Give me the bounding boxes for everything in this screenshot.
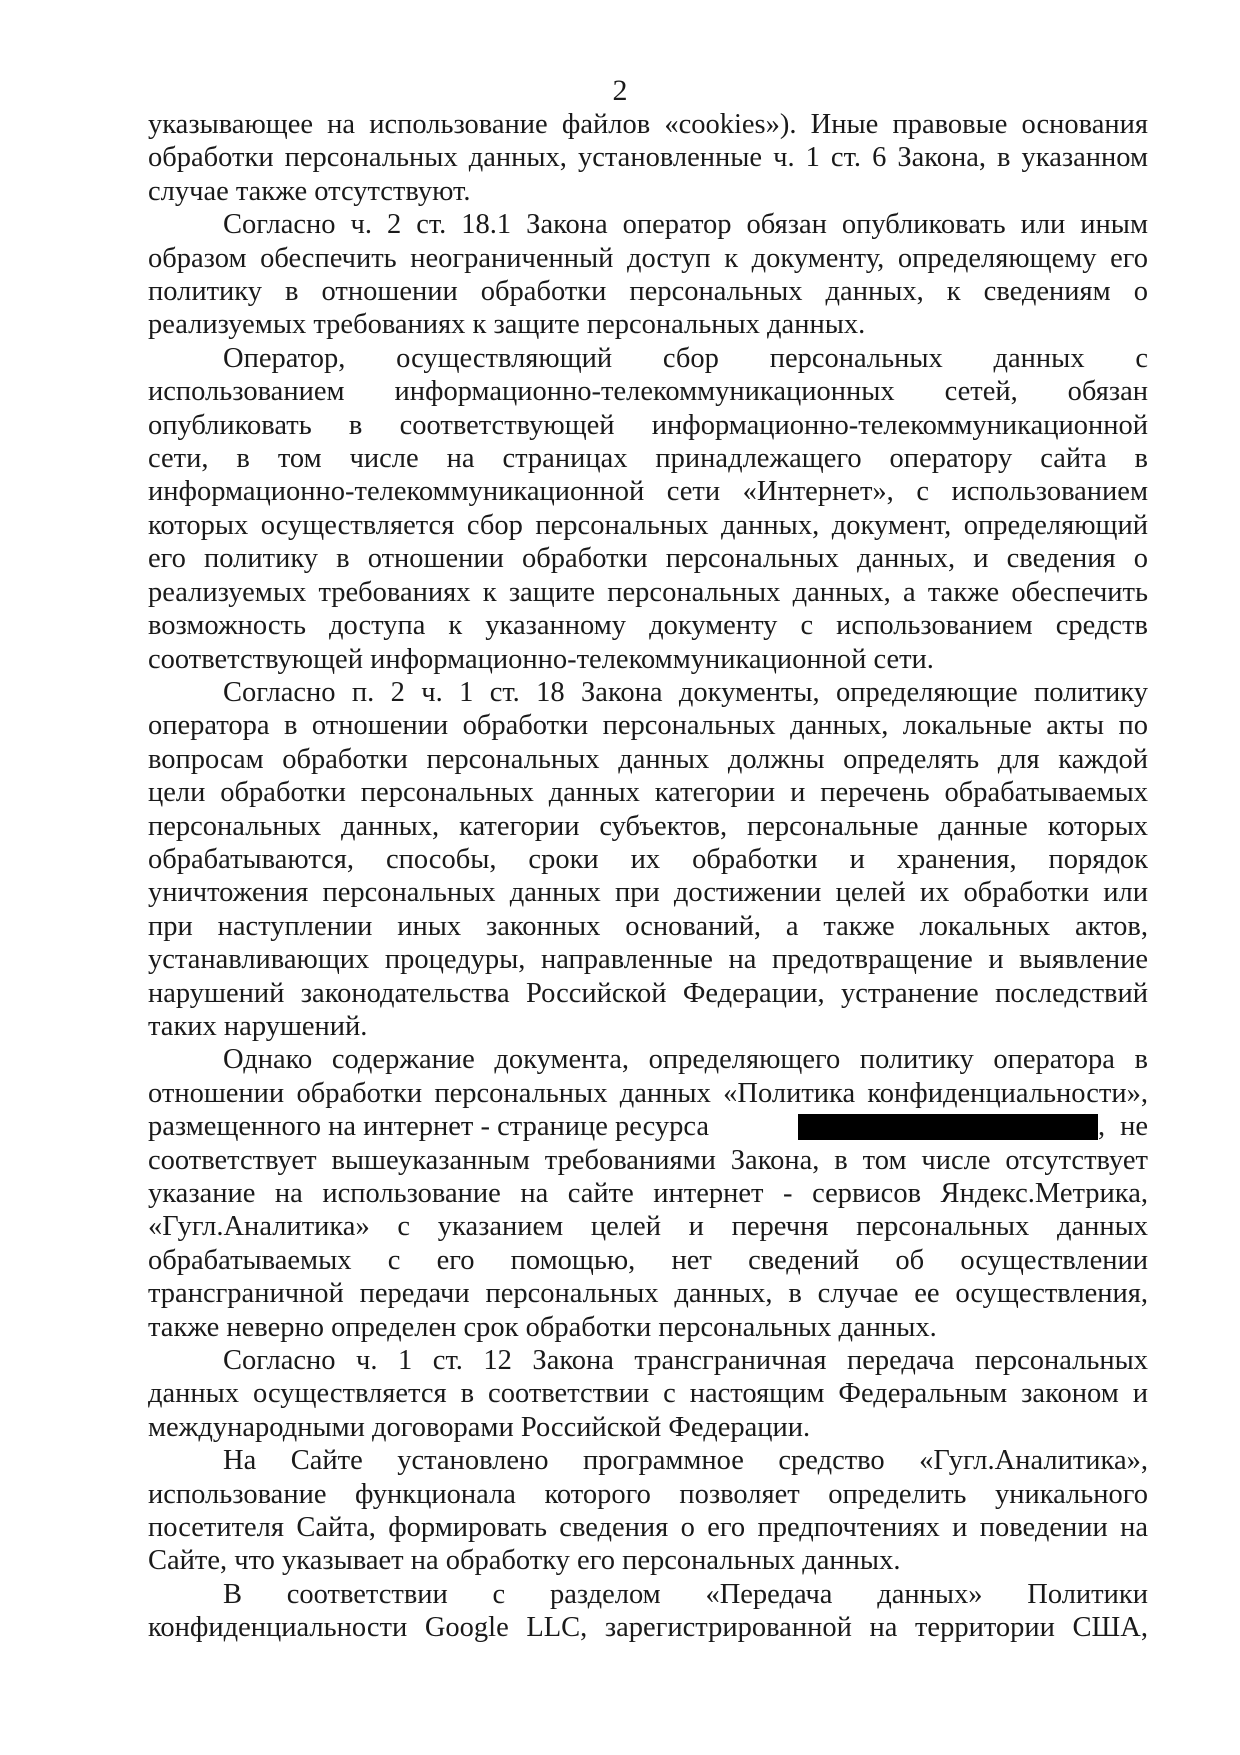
text-line: данных осуществляется в соответствии с настоящим Федеральным законом и — [148, 1378, 1148, 1410]
text-line-redacted — [148, 1110, 1148, 1143]
redacted-line-start: размещенного на интернет - странице ресурса — [148, 1111, 710, 1143]
paragraph — [148, 1578, 1148, 1645]
paragraph — [148, 342, 1148, 676]
redacted-line-end: , не — [1098, 1111, 1148, 1143]
text-line: обрабатываемых с его помощью, нет сведений об осуществлении — [148, 1244, 1148, 1276]
text-line: обрабатываются, способы, сроки их обработки и хранения, порядок — [148, 843, 1148, 875]
text-line: посетителя Сайта, формировать сведения о его предпочтениях и поведении на — [148, 1512, 1148, 1544]
text-line: отношении обработки персональных данных «Политика конфиденциальности», — [148, 1077, 1148, 1109]
text-line: его политику в отношении обработки персональных данных, и сведения о — [148, 543, 1148, 575]
text-line: реализуемых требованиях к защите персональных данных, а также обеспечить — [148, 576, 1148, 608]
text-line: Согласно ч. 1 ст. 12 Закона трансграничная передача персональных — [223, 1345, 1148, 1377]
text-line: при наступлении иных законных оснований, а также локальных актов, — [148, 910, 1148, 942]
text-line: опубликовать в соответствующей информационно-телекоммуникационной — [148, 409, 1148, 441]
text-line: оператора в отношении обработки персональных данных, локальные акты по — [148, 710, 1148, 742]
paragraph — [148, 1344, 1148, 1444]
text-line: конфиденциальности Google LLC, зарегистрированной на территории США, — [148, 1612, 1148, 1644]
text-line: устанавливающих процедуры, направленные на предотвращение и выявление — [148, 944, 1148, 976]
text-line: таких нарушений. — [148, 1010, 368, 1042]
text-line: политику в отношении обработки персональных данных, к сведениям о — [148, 276, 1148, 308]
paragraph — [148, 1043, 1148, 1344]
text-line: использование функционала которого позволяет определить уникального — [148, 1478, 1148, 1510]
text-line: На Сайте установлено программное средство «Гугл.Аналитика», — [223, 1445, 1148, 1477]
text-line: международными договорами Российской Федерации. — [148, 1411, 811, 1443]
text-line: уничтожения персональных данных при достижении целей их обработки или — [148, 877, 1148, 909]
text-line: указание на использование на сайте интернет - сервисов Яндекс.Метрика, — [148, 1178, 1148, 1209]
text-line: реализуемых требованиях к защите персональных данных. — [148, 309, 866, 341]
text-line: образом обеспечить неограниченный доступ к документу, определяющему его — [148, 242, 1148, 274]
text-line: соответствует вышеуказанным требованиями Закона, в том числе отсутствует — [148, 1144, 1148, 1176]
redaction-bar — [798, 1114, 1098, 1140]
text-line: Однако содержание документа, определяющего политику оператора в — [223, 1044, 1148, 1076]
text-line: информационно-телекоммуникационной сети «Интернет», с использованием — [148, 476, 1148, 508]
text-line: «Гугл.Аналитика» с указанием целей и перечня персональных данных — [148, 1211, 1148, 1243]
text-line: Сайте, что указывает на обработку его персональных данных. — [148, 1545, 901, 1577]
text-line: возможность доступа к указанному документу с использованием средств — [148, 610, 1148, 642]
text-line: случае также отсутствуют. — [148, 175, 471, 207]
text-line: цели обработки персональных данных категории и перечень обрабатываемых — [148, 777, 1148, 809]
paragraph — [148, 676, 1148, 1043]
text-line: соответствующей информационно-телекоммуникационной сети. — [148, 643, 934, 675]
paragraph — [148, 1444, 1148, 1578]
page-number: 2 — [612, 74, 628, 107]
text-line: нарушений законодательства Российской Федерации, устранение последствий — [148, 977, 1148, 1009]
text-line: трансграничной передачи персональных данных, в случае ее осуществления, — [148, 1278, 1148, 1310]
text-line: персональных данных, категории субъектов, персональные данные которых — [148, 810, 1148, 842]
text-line: которых осуществляется сбор персональных данных, документ, определяющий — [148, 509, 1148, 541]
text-line: сети, в том числе на страницах принадлежащего оператору сайта в — [148, 443, 1148, 475]
text-line: Согласно п. 2 ч. 1 ст. 18 Закона документы, определяющие политику — [223, 676, 1148, 708]
text-line: Согласно ч. 2 ст. 18.1 Закона оператор обязан опубликовать или иным — [223, 209, 1148, 241]
paragraph — [148, 208, 1148, 342]
text-line: вопросам обработки персональных данных должны определять для каждой — [148, 743, 1148, 775]
text-line: использованием информационно-телекоммуникационных сетей, обязан — [148, 376, 1148, 408]
text-line: обработки персональных данных, установленные ч. 1 ст. 6 Закона, в указанном — [148, 142, 1148, 174]
text-line: Оператор, осуществляющий сбор персональных данных с — [223, 342, 1148, 374]
paragraph — [148, 108, 1148, 208]
text-line: В соответствии с разделом «Передача данных» Политики — [223, 1578, 1148, 1610]
document-body — [148, 108, 1148, 1645]
text-line: указывающее на использование файлов «cookies»). Иные правовые основания — [148, 109, 1148, 140]
text-line: также неверно определен срок обработки персональных данных. — [148, 1311, 937, 1343]
